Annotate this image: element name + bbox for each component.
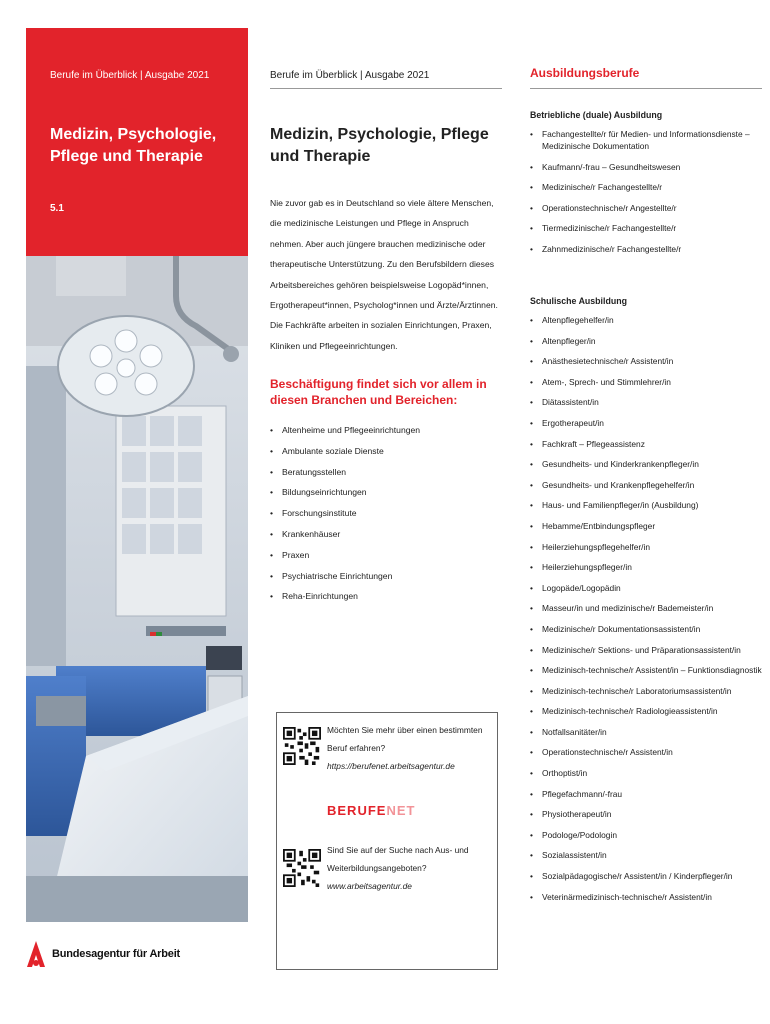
list-item: • Forschungsinstitute <box>270 503 502 524</box>
info-box <box>276 712 498 970</box>
school-training-subheading: Schulische Ausbildung <box>530 296 627 306</box>
berufenet-logo <box>327 803 415 818</box>
list-item: • Psychiatrische Einrichtungen <box>270 566 502 587</box>
list-item: • Bildungseinrichtungen <box>270 482 502 503</box>
list-item: • Veterinärmedizinisch-technische/r Assistent/in <box>530 891 762 903</box>
list-item: • Medizinische/r Fachangestellte/r <box>530 181 762 193</box>
berufenet-text: Möchten Sie mehr über einen bestimmten Beruf erfahren? <box>327 725 483 753</box>
list-item: • Orthoptist/in <box>530 767 762 779</box>
list-item: • Fachkraft – Pflegeassistenz <box>530 438 762 450</box>
list-item: • Physiotherapeut/in <box>530 808 762 820</box>
list-item: • Atem-, Sprech- und Stimmlehrer/in <box>530 376 762 388</box>
training-text: Sind Sie auf der Suche nach Aus- und Weiterbildungsangeboten? <box>327 845 469 873</box>
list-item: • Medizinische/r Sektions- und Präparationsassistent/in <box>530 644 762 656</box>
list-item: • Kaufmann/-frau – Gesundheitswesen <box>530 161 762 173</box>
training-heading: Ausbildungsberufe <box>530 66 640 80</box>
qr-code-icon[interactable] <box>283 727 321 765</box>
berufenet-link[interactable]: https://berufenet.arbeitsagentur.de <box>327 761 455 771</box>
list-item: • Operationstechnische/r Assistent/in <box>530 746 762 758</box>
list-item: • Gesundheits- und Krankenpflegehelfer/in <box>530 479 762 491</box>
header-divider <box>530 88 762 89</box>
list-item: • Altenpfleger/in <box>530 335 762 347</box>
agency-logo <box>26 936 180 972</box>
operating-room-photo <box>26 256 248 922</box>
list-item: • Sozialpädagogische/r Assistent/in / Kinderpfleger/in <box>530 870 762 882</box>
list-item: • Fachangestellte/r für Medien- und Informationsdienste – Medizinische Dokumentation <box>530 128 762 152</box>
agency-logo-text: Bundesagentur für Arbeit <box>52 948 181 960</box>
list-item: • Altenheime und Pflegeeinrichtungen <box>270 420 502 441</box>
list-item: • Notfallsanitäter/in <box>530 726 762 738</box>
cover-panel <box>26 28 248 980</box>
operating-room-illustration <box>26 256 248 922</box>
berufenet-logo-a: BERUFE <box>327 803 387 818</box>
branches-heading: Beschäftigung findet sich vor allem in diesen Branchen und Bereichen: <box>270 377 487 407</box>
dual-training-list <box>530 128 762 264</box>
training-info <box>327 841 495 895</box>
list-item: • Medizinisch-technische/r Laboratoriumsassistent/in <box>530 685 762 697</box>
cover-header <box>26 28 248 256</box>
training-link[interactable]: www.arbeitsagentur.de <box>327 881 412 891</box>
list-item: • Praxen <box>270 545 502 566</box>
list-item: • Altenpflegehelfer/in <box>530 314 762 326</box>
list-item: • Hebamme/Entbindungspfleger <box>530 520 762 532</box>
list-item: • Tiermedizinische/r Fachangestellte/r <box>530 222 762 234</box>
berufenet-info <box>327 721 495 775</box>
qr-code-icon[interactable] <box>283 849 321 887</box>
list-item: • Masseur/in und medizinische/r Bademeister/in <box>530 602 762 614</box>
header-divider <box>270 88 502 89</box>
branches-list <box>270 420 502 607</box>
page-title: Medizin, Psychologie, Pflege und Therapie <box>270 126 489 165</box>
list-item: • Anästhesietechnische/r Assistent/in <box>530 355 762 367</box>
list-item: • Medizinisch-technische/r Radiologieassistent/in <box>530 705 762 717</box>
list-item: • Medizinisch-technische/r Assistent/in – Funktionsdiagnostik <box>530 664 762 676</box>
list-item: • Sozialassistent/in <box>530 849 762 861</box>
dual-training-subheading: Betriebliche (duale) Ausbildung <box>530 110 663 120</box>
list-item: • Ambulante soziale Dienste <box>270 441 502 462</box>
list-item: • Podologe/Podologin <box>530 829 762 841</box>
list-item: • Medizinische/r Dokumentationsassistent/in <box>530 623 762 635</box>
list-item: • Zahnmedizinische/r Fachangestellte/r <box>530 243 762 255</box>
intro-paragraph: Nie zuvor gab es in Deutschland so viele ältere Menschen, die medizinische Leistungen und Pflege in Anspruch nehmen. Aber auch jüngere brauchen medizinische oder therapeutische Unterstützung. Zu den Berufsbildern dieses Arbeitsbereiches gehören beispielsweise Logopäd*innen, Ergotherapeut*innen, Psycholog*innen und Ärzte/Ärztinnen. Die Fachkräfte arbeiten in sozialen Einrichtungen, Praxen, Kliniken und Pflegeeinrichtungen. <box>270 198 498 351</box>
list-item: • Heilerziehungspflegehelfer/in <box>530 541 762 553</box>
list-item: • Ergotherapeut/in <box>530 417 762 429</box>
list-item: • Operationstechnische/r Angestellte/r <box>530 202 762 214</box>
list-item: • Reha-Einrichtungen <box>270 586 502 607</box>
list-item: • Heilerziehungspfleger/in <box>530 561 762 573</box>
list-item: • Logopäde/Logopädin <box>530 582 762 594</box>
list-item: • Krankenhäuser <box>270 524 502 545</box>
list-item: • Beratungsstellen <box>270 462 502 483</box>
list-item: • Diätassistent/in <box>530 396 762 408</box>
list-item: • Pflegefachmann/-frau <box>530 788 762 800</box>
chapter-number: 5.1 <box>50 203 64 214</box>
list-item: • Gesundheits- und Kinderkrankenpfleger/in <box>530 458 762 470</box>
list-item: • Haus- und Familienpfleger/in (Ausbildung) <box>530 499 762 511</box>
school-training-list <box>530 314 762 911</box>
agency-logo-icon <box>26 939 46 969</box>
cover-title: Medizin, Psychologie, Pflege und Therapie <box>50 126 217 165</box>
page-issue-label: Berufe im Überblick | Ausgabe 2021 <box>270 70 430 81</box>
cover-issue-label: Berufe im Überblick | Ausgabe 2021 <box>50 70 210 81</box>
berufenet-logo-b: NET <box>386 803 416 818</box>
